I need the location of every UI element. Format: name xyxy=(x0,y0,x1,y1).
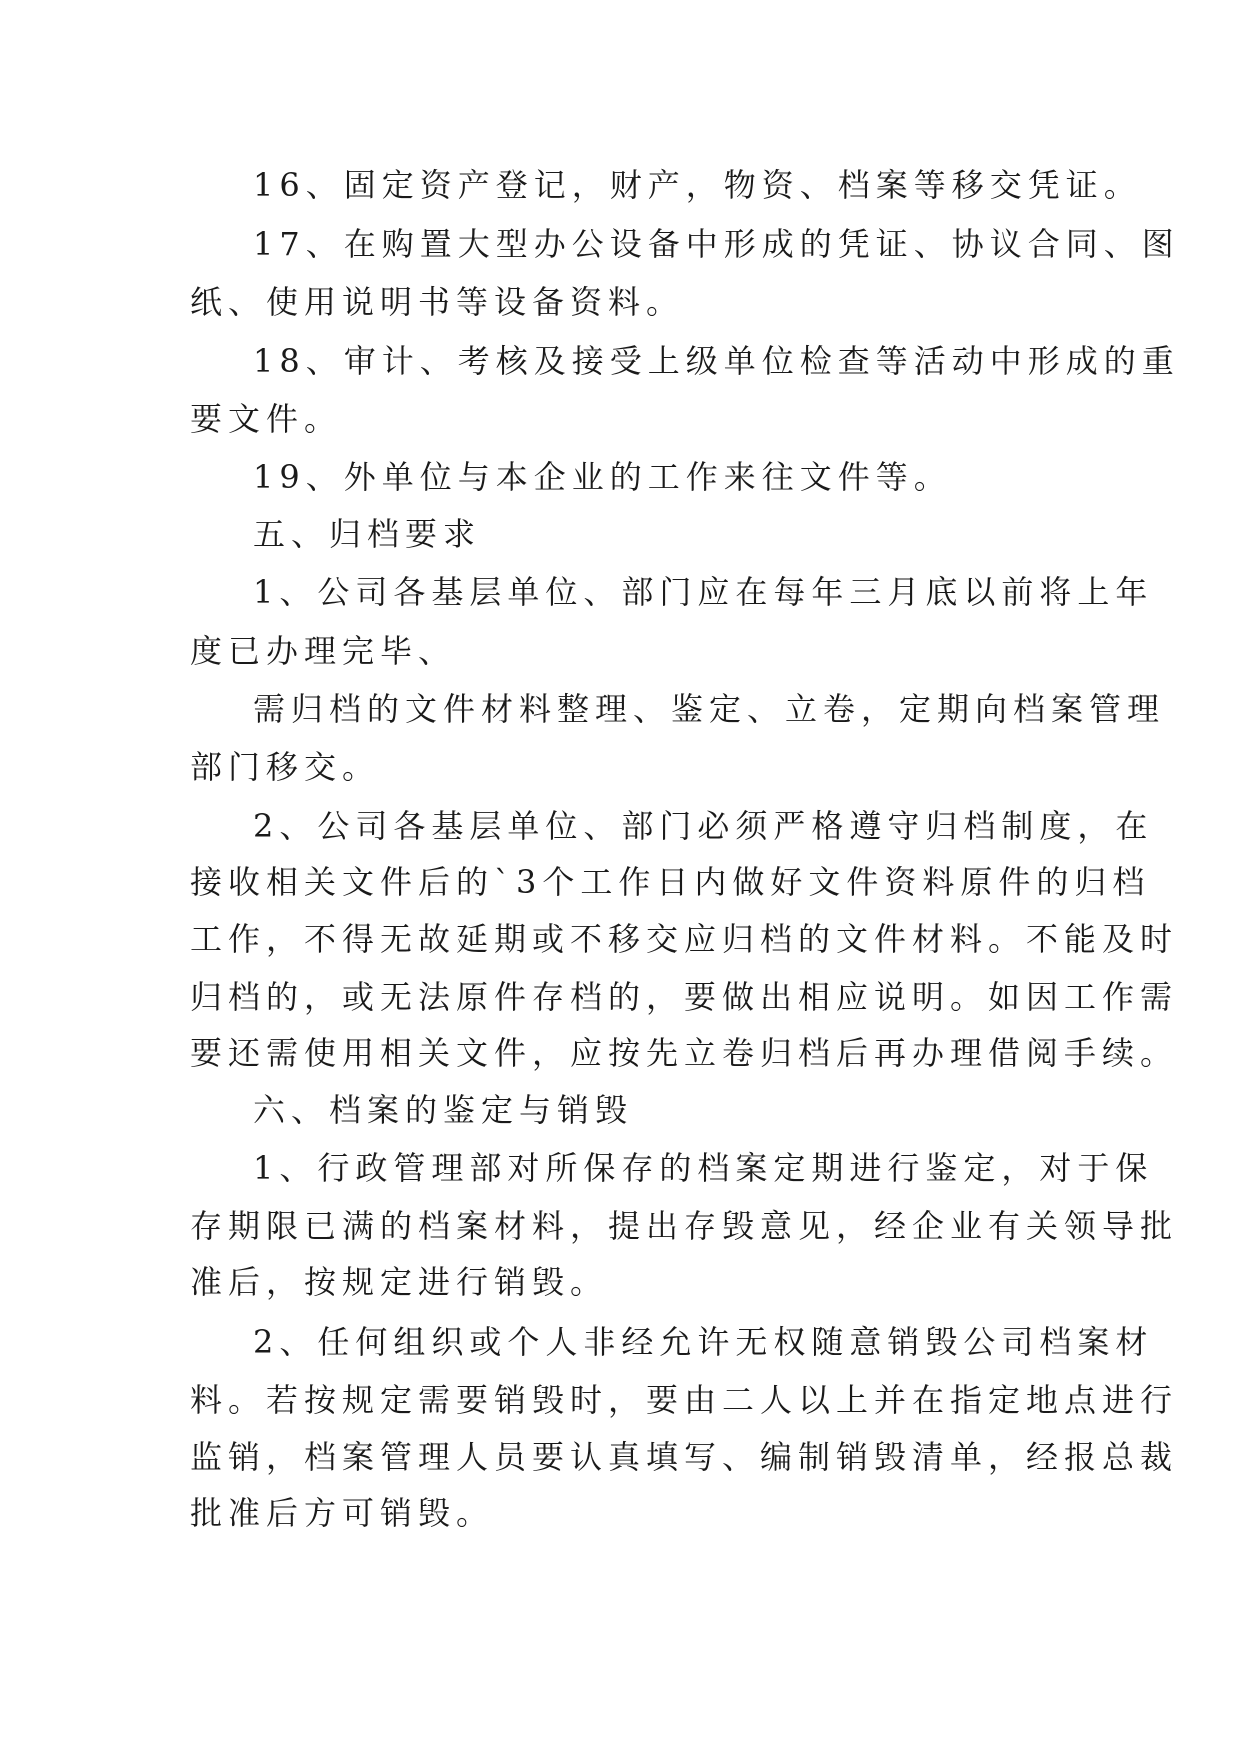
text-line: 2、任何组织或个人非经允许无权随意销毁公司档案材 xyxy=(253,1323,1154,1361)
section-heading: 六、档案的鉴定与销毁 xyxy=(253,1091,634,1129)
text-line: 1、行政管理部对所保存的档案定期进行鉴定，对于保 xyxy=(253,1149,1154,1187)
text-line: 1、公司各基层单位、部门应在每年三月底以前将上年 xyxy=(253,573,1154,611)
text-line: 要文件。 xyxy=(190,400,343,438)
text-line: 18、审计、考核及接受上级单位检查等活动中形成的重 xyxy=(253,342,1180,380)
text-line: 度已办理完毕、 xyxy=(190,632,457,670)
text-line: 批准后方可销毁。 xyxy=(190,1494,495,1532)
text-line: 纸、使用说明书等设备资料。 xyxy=(190,283,685,321)
text-line: 归档的，或无法原件存档的，要做出相应说明。如因工作需 xyxy=(190,978,1179,1016)
text-line: 准后，按规定进行销毁。 xyxy=(190,1263,609,1301)
section-heading: 五、归档要求 xyxy=(253,515,482,553)
text-line: 19、外单位与本企业的工作来往文件等。 xyxy=(253,458,952,496)
text-line: 存期限已满的档案材料，提出存毁意见，经企业有关领导批 xyxy=(190,1207,1179,1245)
text-line: 2、公司各基层单位、部门必须严格遵守归档制度，在 xyxy=(253,807,1154,845)
text-line: 接收相关文件后的`3个工作日内做好文件资料原件的归档 xyxy=(190,863,1151,901)
text-line: 需归档的文件材料整理、鉴定、立卷，定期向档案管理 xyxy=(253,690,1166,728)
text-line: 工作，不得无故延期或不移交应归档的文件材料。不能及时 xyxy=(190,920,1179,958)
text-line: 部门移交。 xyxy=(190,748,381,786)
text-line: 16、固定资产登记，财产，物资、档案等移交凭证。 xyxy=(253,166,1142,204)
text-line: 要还需使用相关文件，应按先立卷归档后再办理借阅手续。 xyxy=(190,1034,1179,1072)
text-line: 料。若按规定需要销毁时，要由二人以上并在指定地点进行 xyxy=(190,1381,1179,1419)
text-line: 17、在购置大型办公设备中形成的凭证、协议合同、图 xyxy=(253,225,1180,263)
text-line: 监销，档案管理人员要认真填写、编制销毁清单，经报总裁 xyxy=(190,1438,1179,1476)
